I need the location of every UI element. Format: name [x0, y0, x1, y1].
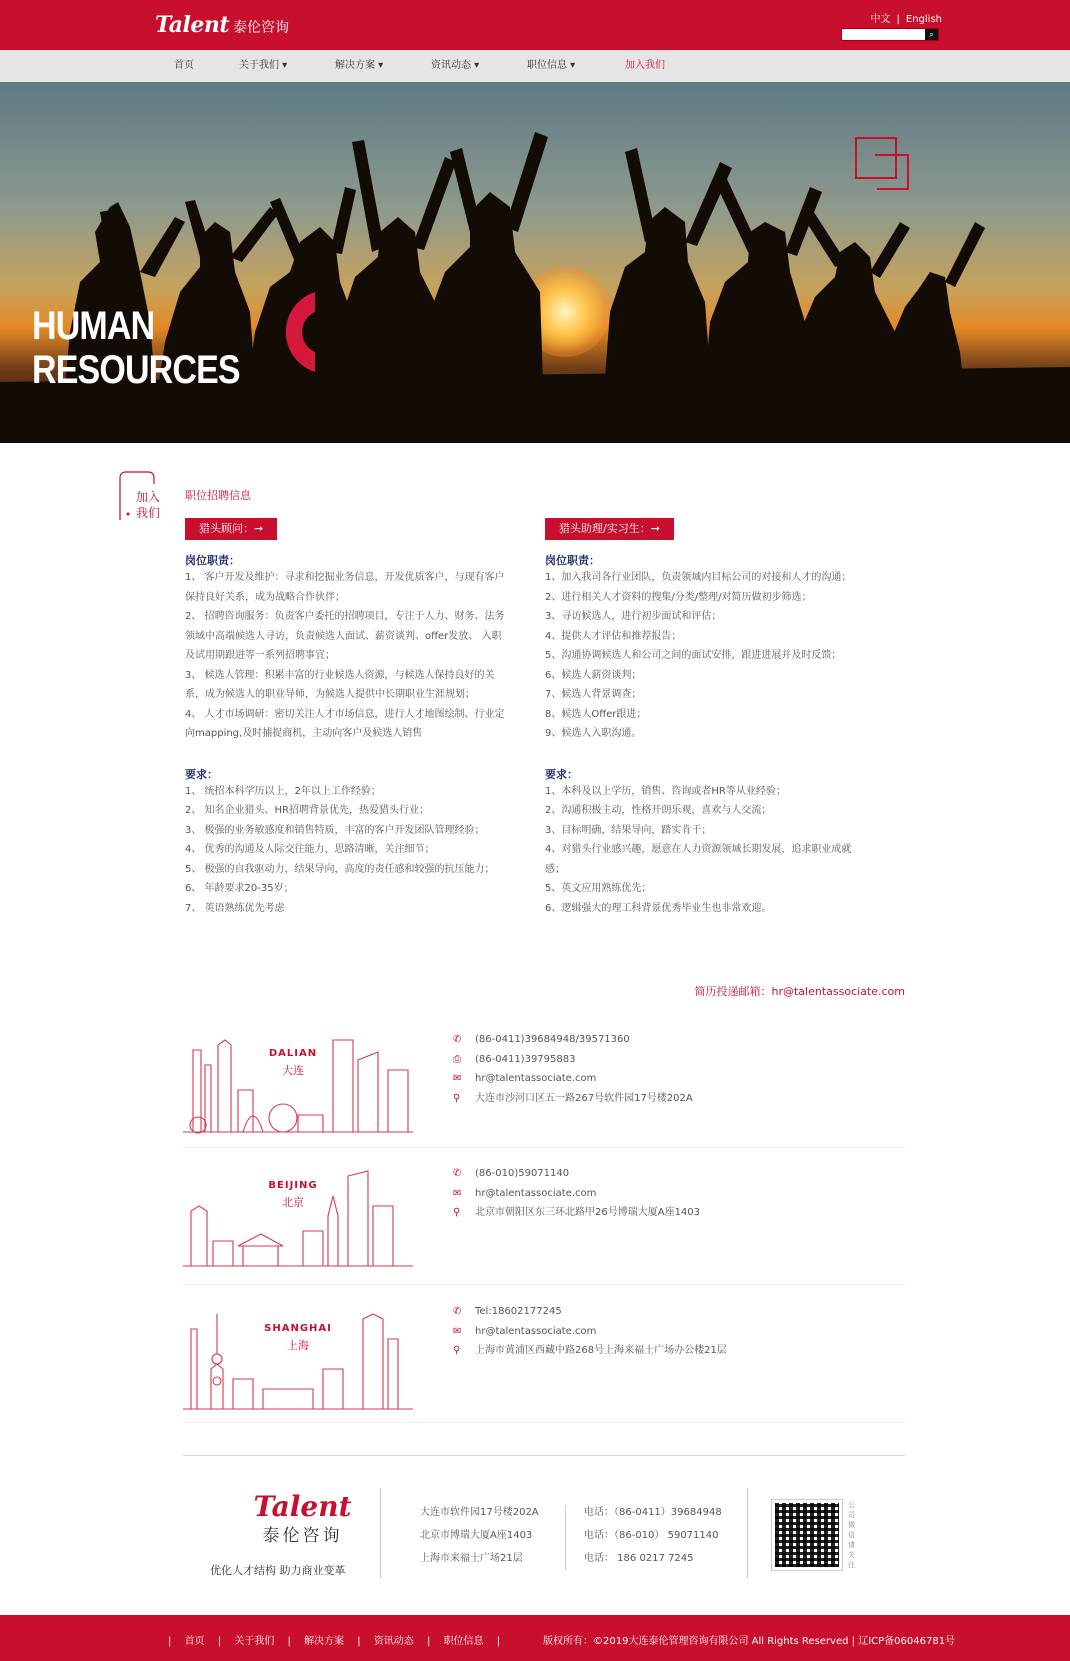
duty-line: 向mapping,及时捕捉商机，主动向客户及候选人销售	[185, 728, 423, 739]
search-icon[interactable]: ⌕	[925, 29, 938, 40]
hero-title-line1: HUMAN	[32, 304, 155, 348]
footer-address: 大连市软件园17号楼202A	[420, 1507, 539, 1518]
duty-line: 9、候选人入职沟通。	[545, 728, 642, 739]
logo-script: Talent	[155, 12, 230, 38]
duty-line: 保持良好关系，成为战略合作伙伴；	[185, 591, 345, 603]
footer-nav-sep: |	[496, 1636, 501, 1647]
duty-line: 1、 客户开发及维护：寻求和挖掘业务信息，开发优质客户，与现有客户	[185, 572, 505, 583]
requirement-line: 2、 知名企业猎头、HR招聘背景优先，热爱猎头行业；	[185, 805, 430, 816]
phone-icon: ✆	[453, 1168, 462, 1179]
footer-nav-solutions[interactable]: 解决方案	[304, 1636, 345, 1647]
duties-heading: 岗位职责：	[545, 554, 600, 567]
duty-line: 2、 招聘咨询服务：负责客户委托的招聘项目，专注于人力、财务、法务	[185, 611, 505, 622]
footer-logo-cn: 泰伦咨询	[262, 1526, 343, 1546]
join-us-badge	[118, 470, 168, 522]
duty-line: 5、沟通协调候选人和公司之间的面试安排，跟进进展并及时反馈；	[545, 650, 842, 661]
footer-phone: 电话： 186 0217 7245	[584, 1553, 694, 1564]
requirements-heading: 要求：	[185, 767, 218, 781]
square-outline-decoration	[855, 137, 915, 197]
section-title: 职位招聘信息	[185, 489, 251, 502]
requirement-line: 2、沟通积极主动，性格开朗乐观，喜欢与人交流；	[545, 805, 772, 816]
office-contact-info	[453, 1030, 693, 1108]
job-posting-assistant	[545, 518, 885, 918]
city-name-en: DALIAN	[268, 1048, 318, 1059]
footer-divider	[183, 1455, 905, 1456]
mail-icon: ✉	[453, 1187, 462, 1199]
hero-title-line2: RESOURCES	[32, 348, 240, 392]
hero-banner	[0, 82, 1070, 443]
footer-phone: 电话：（86-0411）39684948	[584, 1507, 722, 1518]
office-phone: Tel:18602177245	[475, 1306, 562, 1317]
office-fax: (86-0411)39795883	[475, 1053, 576, 1065]
duty-line: 4、提供人才评估和推荐报告；	[545, 630, 682, 642]
footer-nav-sep: |	[287, 1636, 291, 1647]
office-email[interactable]: hr@talentassociate.com	[475, 1073, 597, 1084]
footer-nav-sep: |	[357, 1636, 361, 1647]
dalian-skyline-illustration	[183, 1030, 413, 1135]
search-input[interactable]	[841, 28, 939, 41]
language-switcher	[871, 10, 942, 25]
office-shanghai	[183, 1285, 905, 1423]
requirement-line: 6、 年龄要求20-35岁；	[185, 883, 294, 894]
duty-line: 3、 候选人管理：积累丰富的行业候选人资源，与候选人保持良好的关	[185, 669, 495, 681]
footer-slogan: 优化人才结构 助力商业变革	[210, 1564, 346, 1577]
badge-text-line1: 加入	[136, 490, 161, 504]
phone-icon: ✆	[453, 1034, 462, 1045]
office-phone: (86-0411)39684948/39571360	[475, 1034, 630, 1045]
office-contact-info	[453, 1164, 700, 1223]
requirements-heading: 要求：	[545, 767, 578, 781]
duty-line: 4、 人才市场调研：密切关注人才市场信息，进行人才地图绘制、行业定	[185, 708, 505, 720]
nav-news[interactable]: 资讯动态 ▾	[431, 60, 480, 71]
nav-home[interactable]: 首页	[174, 60, 194, 71]
requirement-line: 7、 英语熟练优先考虑	[185, 902, 285, 914]
job-posting-consultant	[185, 518, 525, 918]
footer-logo	[235, 1490, 370, 1546]
requirement-line: 4、对猎头行业感兴趣，愿意在人力资源领域长期发展，追求职业成就	[545, 844, 852, 855]
office-dalian	[183, 1020, 905, 1148]
duty-line: 领域中高端候选人寻访，负责候选人面试、薪资谈判、offer发放、 入职	[185, 630, 502, 642]
brand-logo[interactable]	[155, 12, 289, 38]
footer-logo-script: Talent	[253, 1490, 352, 1523]
city-name-en: BEIJING	[268, 1180, 318, 1191]
office-contact-info	[453, 1302, 727, 1361]
lang-chinese-link[interactable]: 中文	[870, 14, 891, 25]
requirement-line: 感；	[545, 863, 565, 875]
footer-nav-sep: |	[427, 1636, 431, 1647]
footer-address: 上海市来福士广场21层	[420, 1553, 523, 1564]
city-name-cn: 北京	[282, 1196, 304, 1209]
footer-phone: 电话：（86-010） 59071140	[584, 1530, 719, 1541]
duty-line: 7、候选人背景调查；	[545, 689, 642, 700]
fax-icon: ⎙	[453, 1053, 461, 1065]
badge-text-line2: 我们	[136, 506, 161, 520]
office-email[interactable]: hr@talentassociate.com	[475, 1325, 597, 1337]
copyright-text: 版权所有：©2019大连泰伦管理咨询有限公司 All Rights Reserved | 辽ICP备06046781号	[543, 1636, 956, 1647]
city-name-en: SHANGHAI	[264, 1323, 332, 1334]
footer-nav-sep: |	[217, 1636, 222, 1647]
requirement-line: 6、逻辑强大的理工科背景优秀毕业生也非常欢迎。	[545, 902, 772, 914]
footer-divider-vertical	[565, 1505, 566, 1570]
hero-title	[32, 304, 240, 392]
duty-line: 2、进行相关人才资料的搜集/分类/整理/对简历做初步筛选；	[545, 591, 812, 603]
footer-addresses	[420, 1501, 539, 1570]
requirement-line: 1、 统招本科学历以上，2年以上工作经验；	[185, 785, 381, 797]
office-address: 北京市朝阳区东三环北路甲26号博瑞大厦A座1403	[475, 1207, 701, 1218]
job-title-tag[interactable]: 猎头顾问：➞	[185, 518, 277, 540]
duty-line: 6、候选人薪资谈判；	[545, 669, 642, 681]
city-name-cn: 大连	[282, 1064, 304, 1077]
qr-caption: 公司微信请关注	[848, 1501, 855, 1569]
duty-line: 系，成为候选人的职业导师，为候选人提供中长期职业生涯规划；	[185, 689, 475, 700]
mail-icon: ✉	[453, 1073, 462, 1084]
mail-icon: ✉	[453, 1325, 462, 1337]
duty-line: 3、寻访候选人，进行初步面试和评估；	[545, 611, 722, 622]
footer-nav-home[interactable]: 首页	[184, 1636, 205, 1647]
requirement-line: 5、 极强的自我驱动力，结果导向，高度的责任感和较强的抗压能力；	[185, 863, 495, 875]
duty-line: 及试用期跟进等一系列招聘事宜；	[185, 650, 335, 661]
lang-separator: |	[896, 14, 900, 25]
footer-phones	[584, 1501, 722, 1570]
office-email[interactable]: hr@talentassociate.com	[475, 1187, 597, 1199]
footer-divider-vertical	[380, 1488, 381, 1578]
nav-join-us[interactable]: 加入我们	[625, 60, 665, 71]
resume-email-link[interactable]: 简历投递邮箱：hr@talentassociate.com	[694, 985, 905, 998]
nav-jobs[interactable]: 职位信息 ▾	[527, 60, 576, 71]
lang-english-link[interactable]: English	[905, 14, 942, 25]
red-arc-decoration	[270, 287, 320, 377]
office-beijing	[183, 1148, 905, 1285]
job-title-tag[interactable]: 猎头助理/实习生：➞	[545, 518, 674, 540]
requirement-line: 1、本科及以上学历，销售、咨询或者HR等从业经验；	[545, 785, 786, 797]
location-icon: ⚲	[453, 1345, 461, 1356]
phone-icon: ✆	[453, 1306, 462, 1317]
footer-nav-jobs[interactable]: 职位信息	[443, 1636, 484, 1647]
requirement-line: 3、目标明确，结果导向，踏实肯干；	[545, 824, 712, 836]
office-phone: (86-010)59071140	[475, 1168, 570, 1179]
nav-about[interactable]: 关于我们 ▾	[239, 60, 288, 71]
top-header	[0, 0, 1070, 50]
footer-address: 北京市博瑞大厦A座1403	[420, 1530, 533, 1541]
nav-solutions[interactable]: 解决方案 ▾	[335, 60, 384, 71]
duty-line: 1、加入我司各行业团队，负责领域内目标公司的对接和人才的沟通；	[545, 572, 852, 583]
wechat-qr-code	[772, 1500, 842, 1570]
footer-nav-about[interactable]: 关于我们	[234, 1636, 275, 1647]
logo-cn-text: 泰伦咨询	[233, 20, 290, 36]
duties-heading: 岗位职责：	[185, 554, 240, 567]
footer-nav	[168, 1632, 500, 1647]
duty-line: 8、候选人Offer跟进；	[545, 708, 647, 720]
requirement-line: 5、英文应用熟练优先；	[545, 883, 652, 894]
main-nav	[0, 50, 1070, 82]
location-icon: ⚲	[453, 1092, 461, 1104]
city-name-cn: 上海	[287, 1339, 309, 1352]
footer-nav-sep: |	[168, 1636, 172, 1647]
requirement-line: 4、 优秀的沟通及人际交往能力，思路清晰，关注细节；	[185, 844, 435, 855]
footer-nav-news[interactable]: 资讯动态	[373, 1636, 414, 1647]
location-icon: ⚲	[453, 1207, 461, 1218]
footer-bottom-bar	[0, 1615, 1070, 1661]
office-address: 上海市黄浦区西藏中路268号上海来福士广场办公楼21层	[475, 1345, 727, 1356]
footer-divider-vertical	[747, 1488, 748, 1578]
office-address: 大连市沙河口区五一路267号软件园17号楼202A	[475, 1092, 693, 1104]
requirement-line: 3、 极强的业务敏感度和销售特质，丰富的客户开发团队管理经验；	[185, 824, 485, 836]
